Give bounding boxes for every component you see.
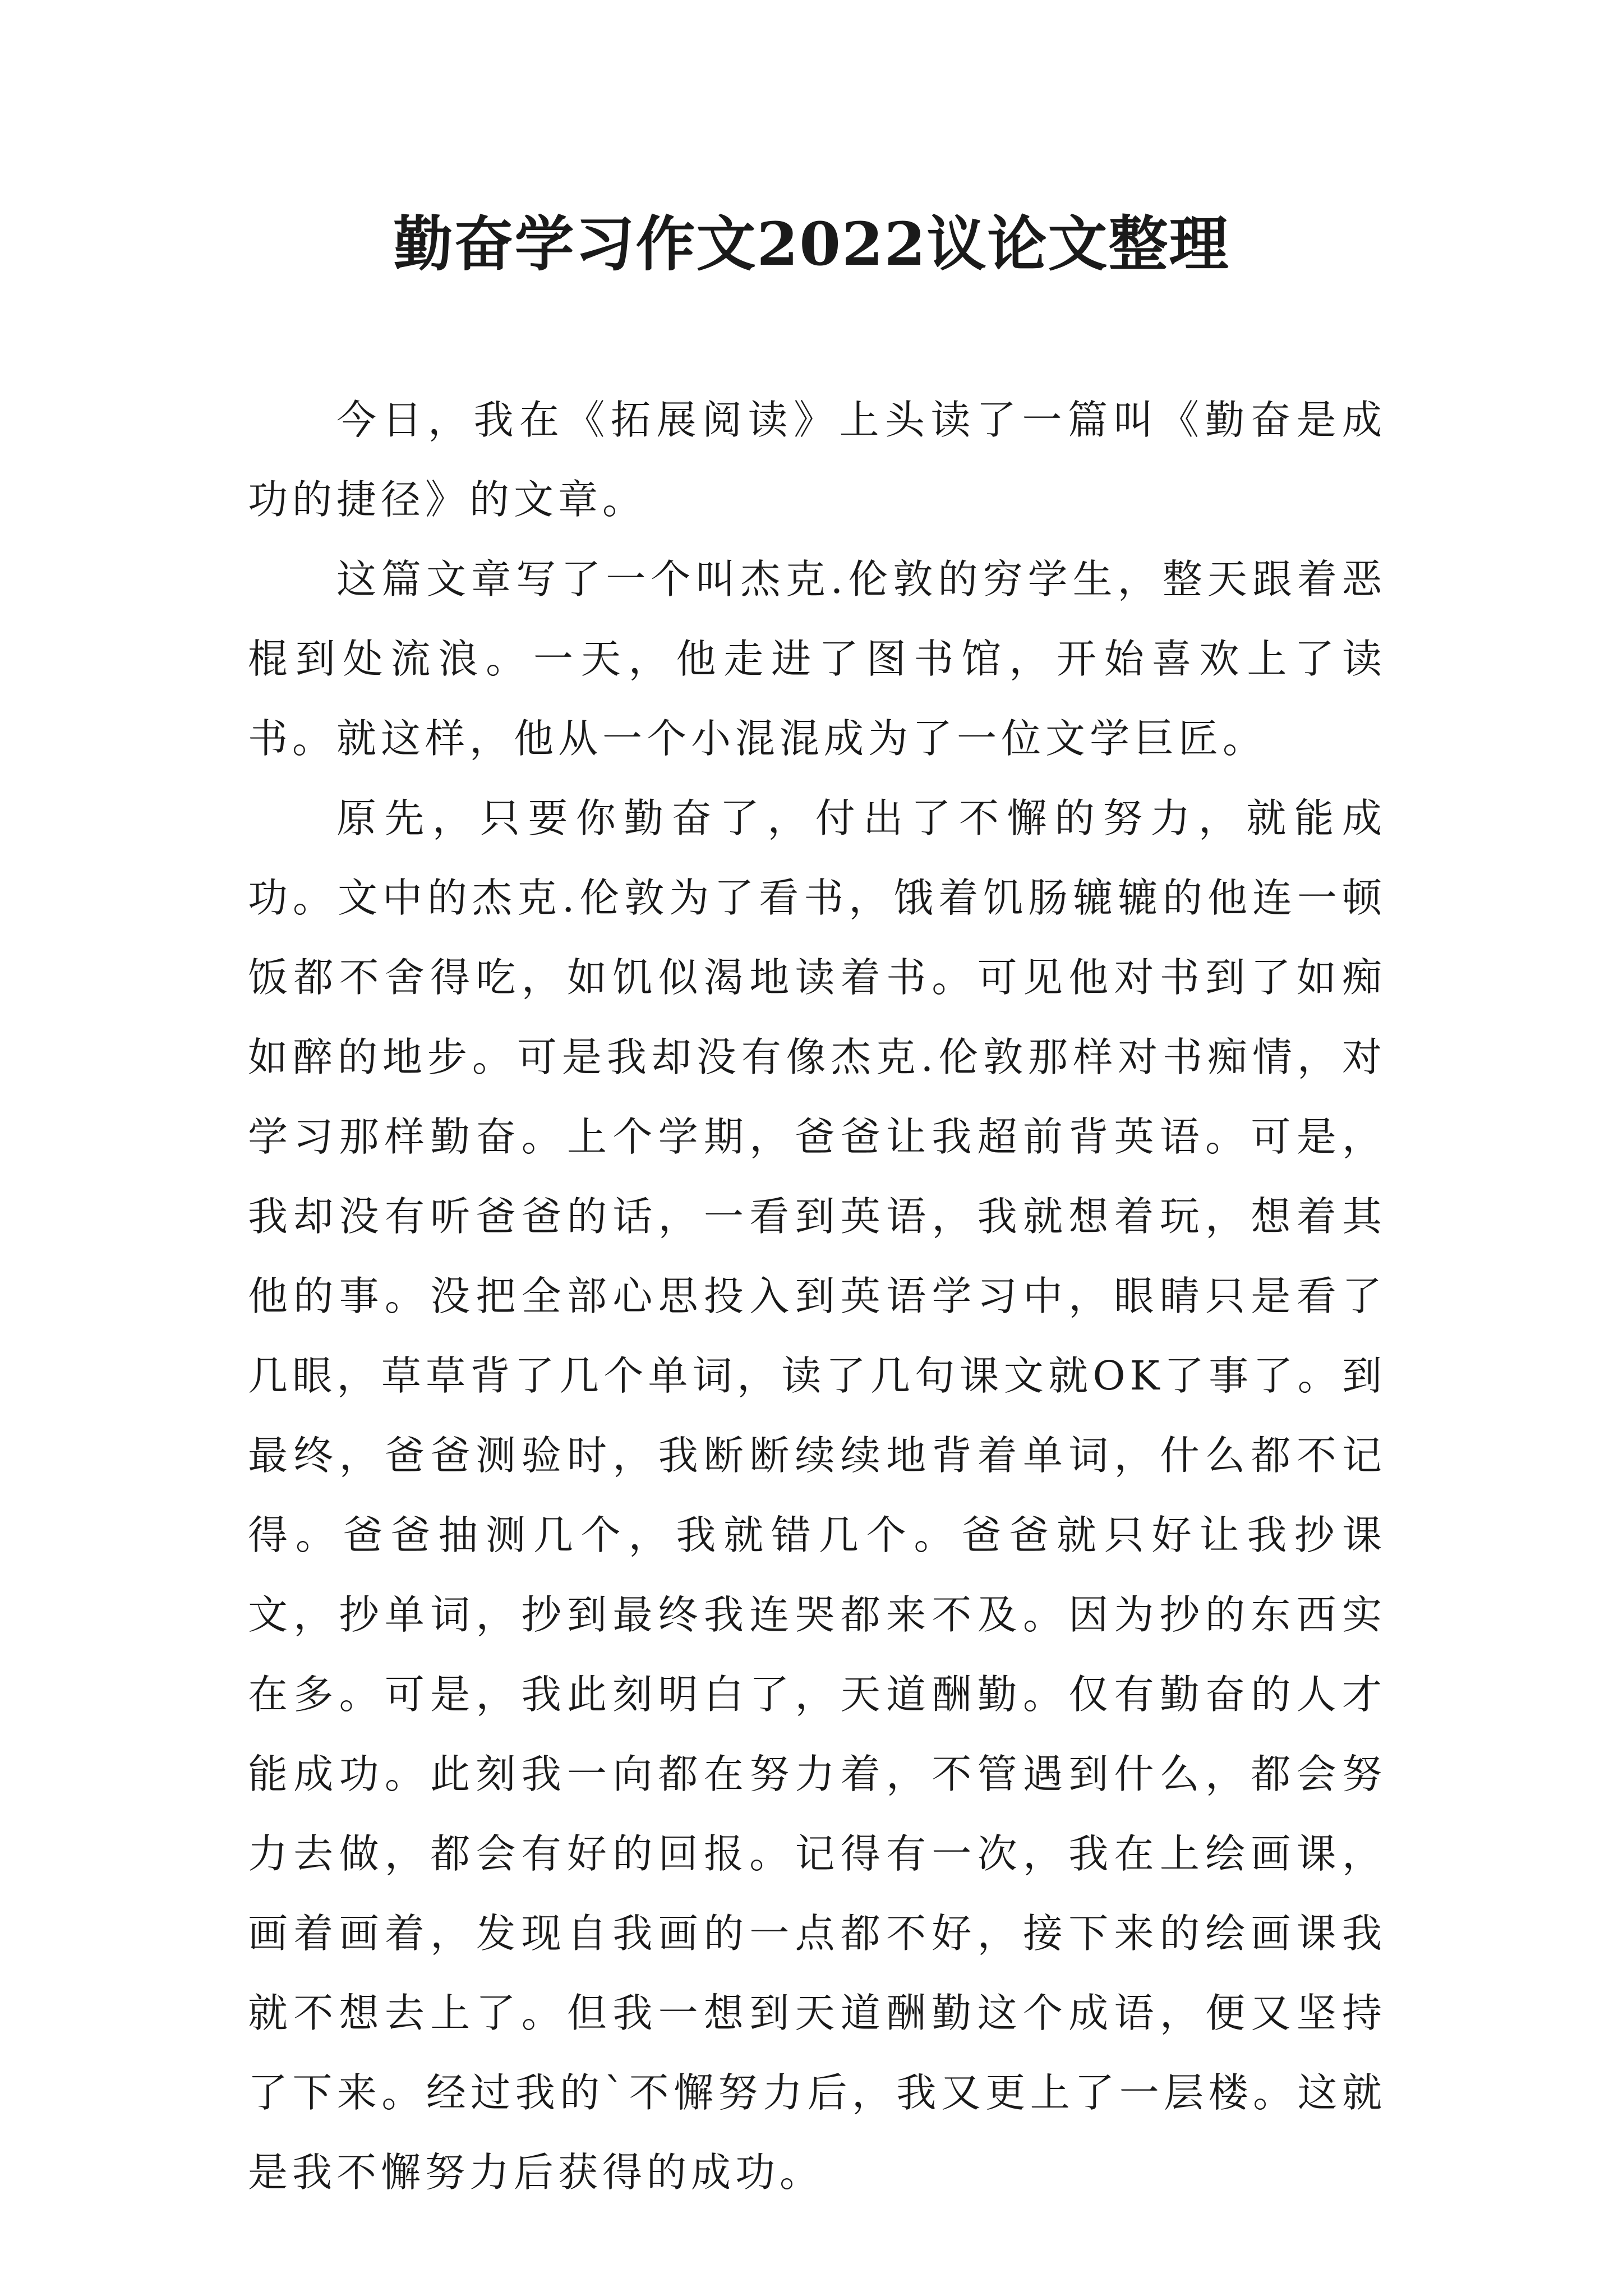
paragraph-1: 今日，我在《拓展阅读》上头读了一篇叫《勤奋是成功的捷径》的文章。 bbox=[248, 397, 1386, 523]
paragraph-3: 原先，只要你勤奋了，付出了不懈的努力，就能成功。文中的杰克.伦敦为了看书，饿着饥肠辘辘的他连一顿饭都不舍得吃，如饥似渴地读着书。可见他对书到了如痴如醉的地步。可是我却没有像杰克.伦敦那样对书痴情，对学习那样勤奋。上个学期，爸爸让我超前背英语。可是，我却没有听爸爸的话，一看到英语，我就想着玩，想着其他的事。没把全部心思投入到英语学习中，眼睛只是看了几眼，草草背了几个单词，读了几句课文就OK了事了。到最终，爸爸测验时，我断断续续地背着单词，什么都不记得。爸爸抽测几个，我就错几个。爸爸就只好让我抄课文，抄单词，抄到最终我连哭都来不及。因为抄的东西实在多。可是，我此刻明白了，天道酬勤。仅有勤奋的人才能成功。此刻我一向都在努力着，不管遇到什么，都会努力去做，都会有好的回报。记得有一次，我在上绘画课，画着画着，发现自我画的一点都不好，接下来的绘画课我就不想去上了。但我一想到天道酬勤这个成语，便又坚持了下来。经过我的`不懈努力后，我又更上了一层楼。这就是我不懈努力后获得的成功。 bbox=[248, 795, 1386, 2196]
document-title: 勤奋学习作文2022议论文整理 bbox=[393, 209, 1230, 279]
paragraph-2: 这篇文章写了一个叫杰克.伦敦的穷学生，整天跟着恶棍到处流浪。一天，他走进了图书馆，开始喜欢上了读书。就这样，他从一个小混混成为了一位文学巨匠。 bbox=[248, 556, 1386, 762]
document-body bbox=[248, 380, 1386, 2212]
